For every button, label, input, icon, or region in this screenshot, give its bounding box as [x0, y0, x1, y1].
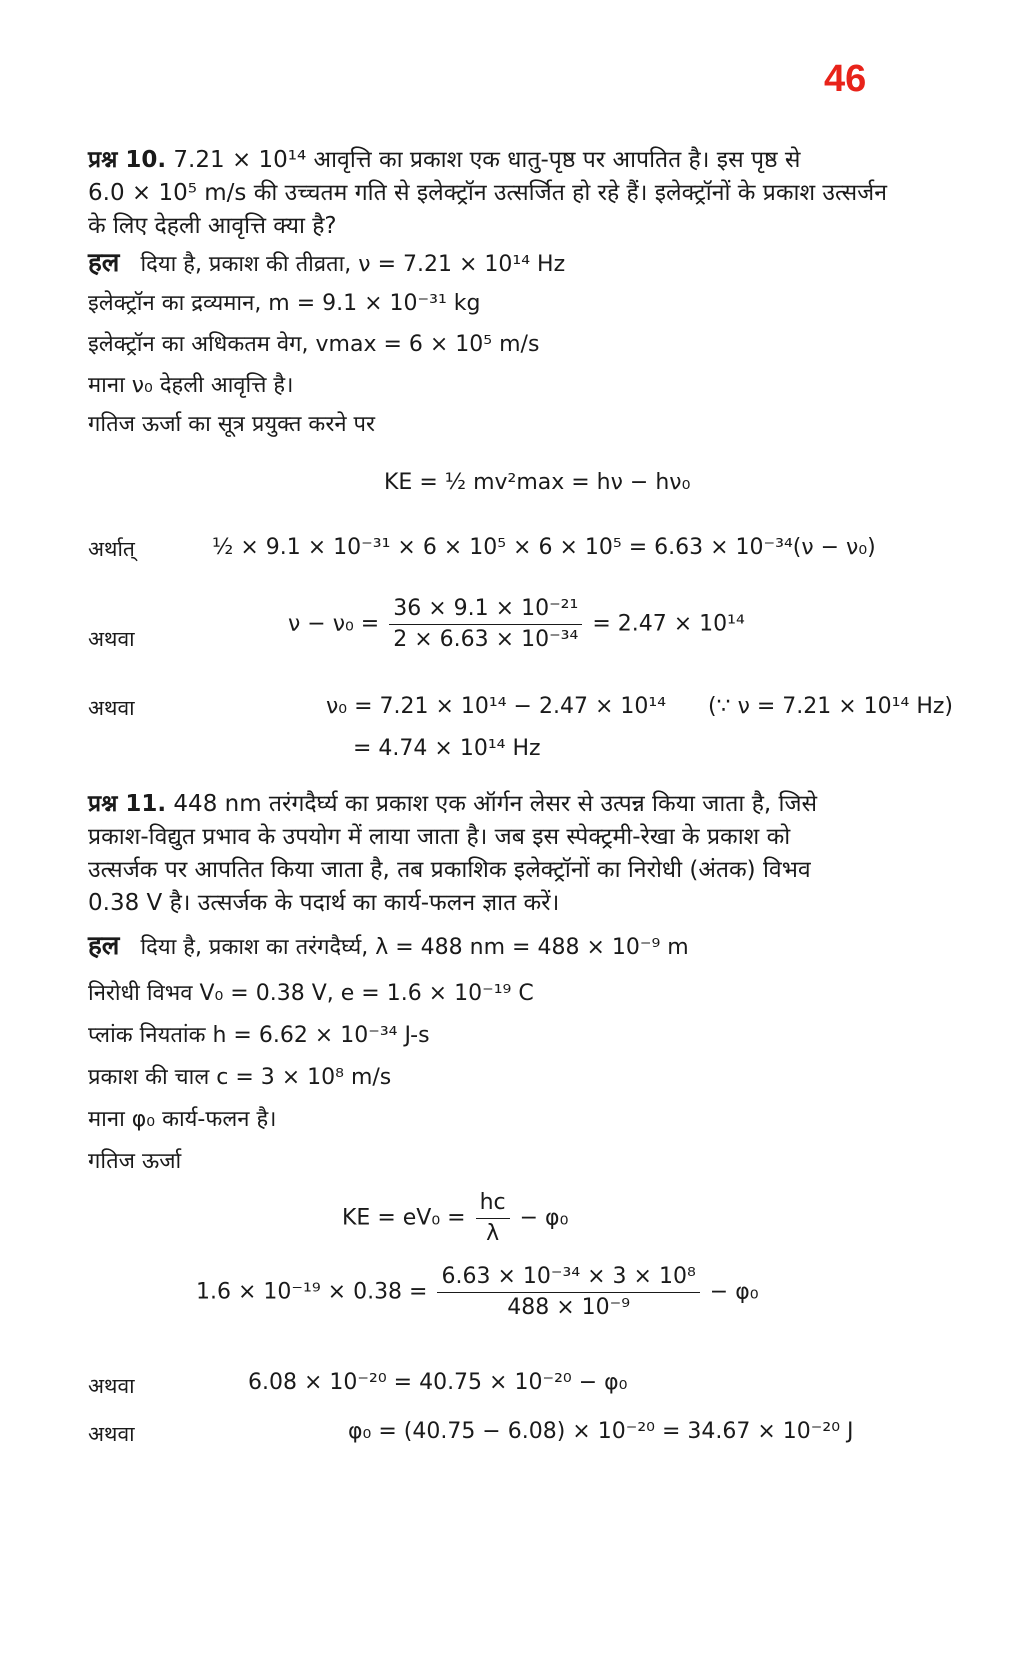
question-11-line-2: प्रकाश-विद्युत प्रभाव के उपयोग में लाया जाता है। जब इस स्पेक्ट्रमी-रेखा के प्रकाश को [88, 824, 791, 850]
solution-11-eq1-lhs: KE = eV₀ = [342, 1205, 466, 1231]
solution-10-word-arthat: अर्थात् [88, 537, 135, 561]
solution-11-given-3: प्लांक नियतांक h = 6.62 × 10⁻³⁴ J-s [88, 1023, 430, 1048]
solution-10-word-athva-1: अथवा [88, 627, 135, 651]
solution-10-equation-5: = 4.74 × 10¹⁴ Hz [353, 736, 541, 761]
page-number: 46 [824, 58, 867, 100]
solution-10-given-4: माना ν₀ देहली आवृत्ति है। [88, 373, 294, 398]
solution-11-word-athva-2: अथवा [88, 1422, 135, 1446]
solution-11-given-4: प्रकाश की चाल c = 3 × 10⁸ m/s [88, 1065, 392, 1090]
solution-11-eq1-denominator: λ [486, 1221, 500, 1246]
solution-11-eq1-rhs: − φ₀ [519, 1205, 569, 1231]
solution-11-equation-2 [196, 1264, 759, 1321]
question-10-label: प्रश्न 10. [88, 147, 167, 173]
question-10-line-3: के लिए देहली आवृत्ति क्या है? [88, 213, 337, 239]
solution-11-given-6: गतिज ऊर्जा [88, 1149, 182, 1174]
solution-10-given-2: इलेक्ट्रॉन का द्रव्यमान, m = 9.1 × 10⁻³¹ kg [88, 291, 481, 316]
question-11-label: प्रश्न 11. [88, 791, 167, 817]
solution-10-word-athva-2: अथवा [88, 696, 135, 720]
solution-11-equation-3: 6.08 × 10⁻²⁰ = 40.75 × 10⁻²⁰ − φ₀ [248, 1370, 628, 1395]
solution-11-given-1 [88, 931, 689, 963]
solution-11-equation-1 [342, 1190, 568, 1247]
solution-10-eq3-lhs: ν − ν₀ = [288, 611, 380, 637]
solution-11-eq2-rhs: − φ₀ [709, 1279, 759, 1305]
question-10-line-1 [88, 144, 800, 177]
solution-11-label: हल [88, 931, 120, 961]
question-10-line-2: 6.0 × 10⁵ m/s की उच्चतम गति से इलेक्ट्रॉन उत्सर्जित हो रहे हैं। इलेक्ट्रॉनों के प्रकाश उत्सर्जन [88, 180, 887, 206]
solution-10-equation-4: ν₀ = 7.21 × 10¹⁴ − 2.47 × 10¹⁴ [326, 694, 667, 719]
solution-10-equation-4-note: (∵ ν = 7.21 × 10¹⁴ Hz) [708, 694, 953, 719]
solution-11-eq2-denominator: 488 × 10⁻⁹ [507, 1295, 631, 1320]
solution-11-eq1-numerator: hc [476, 1190, 510, 1219]
solution-10-eq3-denominator: 2 × 6.63 × 10⁻³⁴ [393, 627, 579, 652]
solution-10-eq3-fraction [389, 596, 582, 653]
solution-11-equation-4: φ₀ = (40.75 − 6.08) × 10⁻²⁰ = 34.67 × 10⁻²⁰ J [348, 1419, 854, 1444]
solution-11-given-1-text: दिया है, प्रकाश का तरंगदैर्घ्य, λ = 488 nm = 488 × 10⁻⁹ m [140, 935, 689, 960]
solution-11-eq2-numerator: 6.63 × 10⁻³⁴ × 3 × 10⁸ [437, 1264, 699, 1293]
solution-11-eq2-fraction [437, 1264, 699, 1321]
solution-10-eq3-numerator: 36 × 9.1 × 10⁻²¹ [389, 596, 582, 625]
solution-10-eq3-rhs: = 2.47 × 10¹⁴ [592, 611, 745, 637]
solution-11-word-athva-1: अथवा [88, 1374, 135, 1398]
solution-10-given-1 [88, 248, 565, 280]
question-11-line-3: उत्सर्जक पर आपतित किया जाता है, तब प्रकाशिक इलेक्ट्रॉनों का निरोधी (अंतक) विभव [88, 857, 811, 883]
question-11-line-1 [88, 788, 817, 821]
solution-11-eq1-fraction [476, 1190, 510, 1247]
question-11-text-1: 448 nm तरंगदैर्घ्य का प्रकाश एक ऑर्गन लेसर से उत्पन्न किया जाता है, जिसे [173, 791, 818, 817]
solution-10-given-3: इलेक्ट्रॉन का अधिकतम वेग, vmax = 6 × 10⁵ m/s [88, 332, 540, 357]
solution-10-label: हल [88, 248, 120, 278]
solution-11-given-2: निरोधी विभव V₀ = 0.38 V, e = 1.6 × 10⁻¹⁹ C [88, 981, 534, 1006]
question-11-line-4: 0.38 V है। उत्सर्जक के पदार्थ का कार्य-फलन ज्ञात करें। [88, 890, 560, 916]
solution-10-given-5: गतिज ऊर्जा का सूत्र प्रयुक्त करने पर [88, 412, 376, 437]
solution-10-equation-3 [288, 596, 745, 653]
solution-10-equation-2: ½ × 9.1 × 10⁻³¹ × 6 × 10⁵ × 6 × 10⁵ = 6.63 × 10⁻³⁴(ν − ν₀) [212, 535, 876, 560]
solution-10-given-1-text: दिया है, प्रकाश की तीव्रता, ν = 7.21 × 10¹⁴ Hz [140, 252, 566, 277]
solution-11-given-5: माना φ₀ कार्य-फलन है। [88, 1107, 277, 1132]
solution-10-equation-1: KE = ½ mv²max = hν − hν₀ [384, 470, 691, 495]
question-10-text-1: 7.21 × 10¹⁴ आवृत्ति का प्रकाश एक धातु-पृष्ठ पर आपतित है। इस पृष्ठ से [173, 147, 801, 173]
solution-11-eq2-lhs: 1.6 × 10⁻¹⁹ × 0.38 = [196, 1279, 428, 1305]
